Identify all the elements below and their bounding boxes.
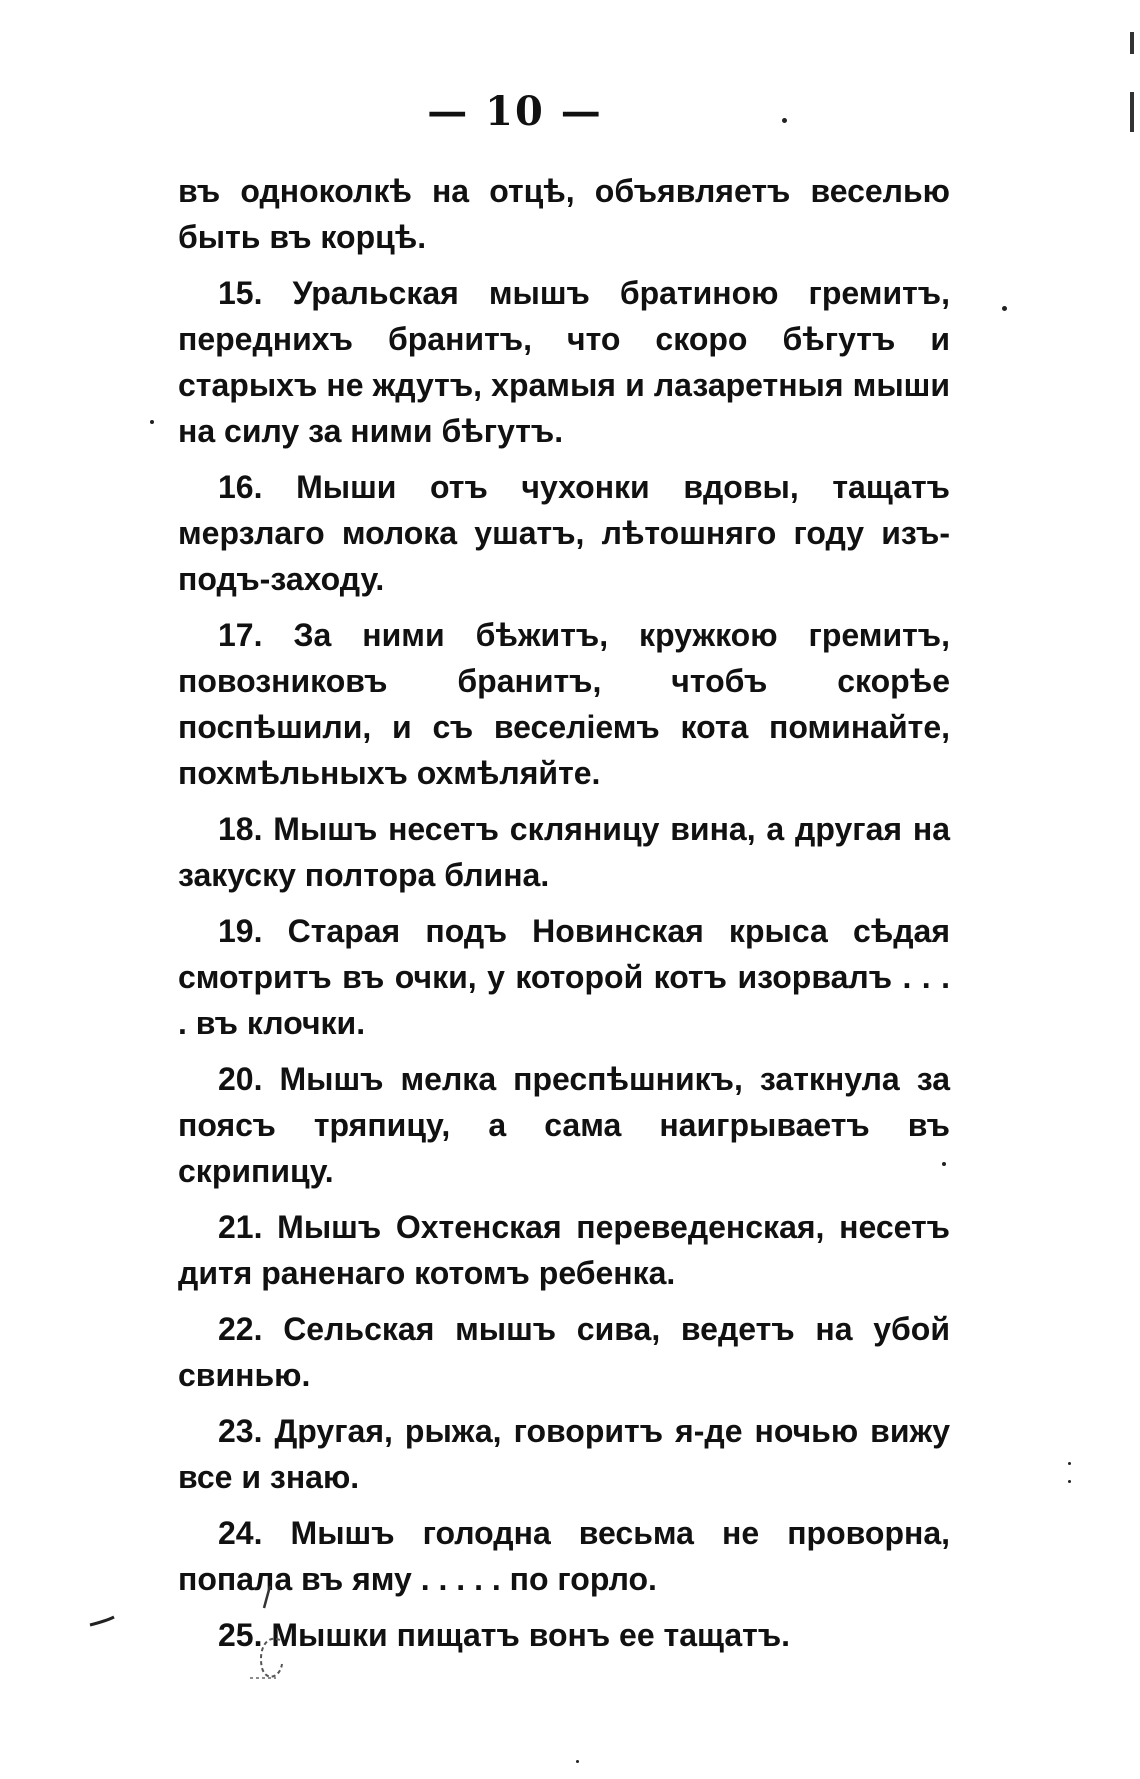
paragraph-24: 24. Мышъ голодна весьма не проворна, попала въ яму . . . . . по горло. [178,1515,950,1597]
paragraph-16: 16. Мыши отъ чухонки вдовы, тащатъ мерзлаго молока ушатъ, лѣтошняго году изъ-подъ-заходу. [178,469,950,597]
scan-edge-mark [1130,92,1134,132]
paragraph-21: 21. Мышъ Охтенская переведенская, несетъ дитя раненаго котомъ ребенка. [178,1209,950,1291]
paragraph-continuation: въ одноколкѣ на отцѣ, объявляетъ веселью быть въ корцѣ. [178,173,950,255]
paragraph-18: 18. Мышъ несетъ скляницу вина, а другая на закуску полтора блина. [178,811,950,893]
scan-edge-mark [1130,32,1134,54]
scan-speck [576,1760,579,1763]
paragraph-17: 17. За ними бѣжитъ, кружкою гремитъ, повозниковъ бранитъ, чтобъ скорѣе поспѣшили, и съ веселіемъ кота поминайте, похмѣльныхъ охмѣляйте. [178,617,950,791]
body-text [178,168,950,1668]
page-number: — 10 — [427,88,603,135]
scan-speck [782,118,787,123]
scan-speck [1068,1462,1071,1465]
scan-speck [942,1162,946,1166]
paragraph-15: 15. Уральская мышъ братиною гремитъ, переднихъ бранитъ, что скоро бѣгутъ и старыхъ не ждутъ, храмыя и лазаретныя мыши на силу за ними бѣгутъ. [178,275,950,449]
pencil-annotation-icon [236,1578,296,1698]
scan-speck [150,420,154,424]
paragraph-19: 19. Старая подъ Новинская крыса сѣдая смотритъ въ очки, у которой котъ изорвалъ . . . . въ клочки. [178,913,950,1041]
scan-speck [1068,1480,1071,1483]
paragraph-20: 20. Мышъ мелка преспѣшникъ, заткнула за поясъ тряпицу, а сама наигрываетъ въ скрипицу. [178,1061,950,1189]
margin-mark-icon [88,1615,118,1629]
paragraph-25: 25. Мышки пищатъ вонъ ее тащатъ. [218,1617,791,1653]
scan-speck [1002,306,1007,311]
paragraph-23: 23. Другая, рыжа, говоритъ я-де ночью вижу все и знаю. [178,1413,950,1495]
paragraph-22: 22. Сельская мышъ сива, ведетъ на убой свинью. [178,1311,950,1393]
